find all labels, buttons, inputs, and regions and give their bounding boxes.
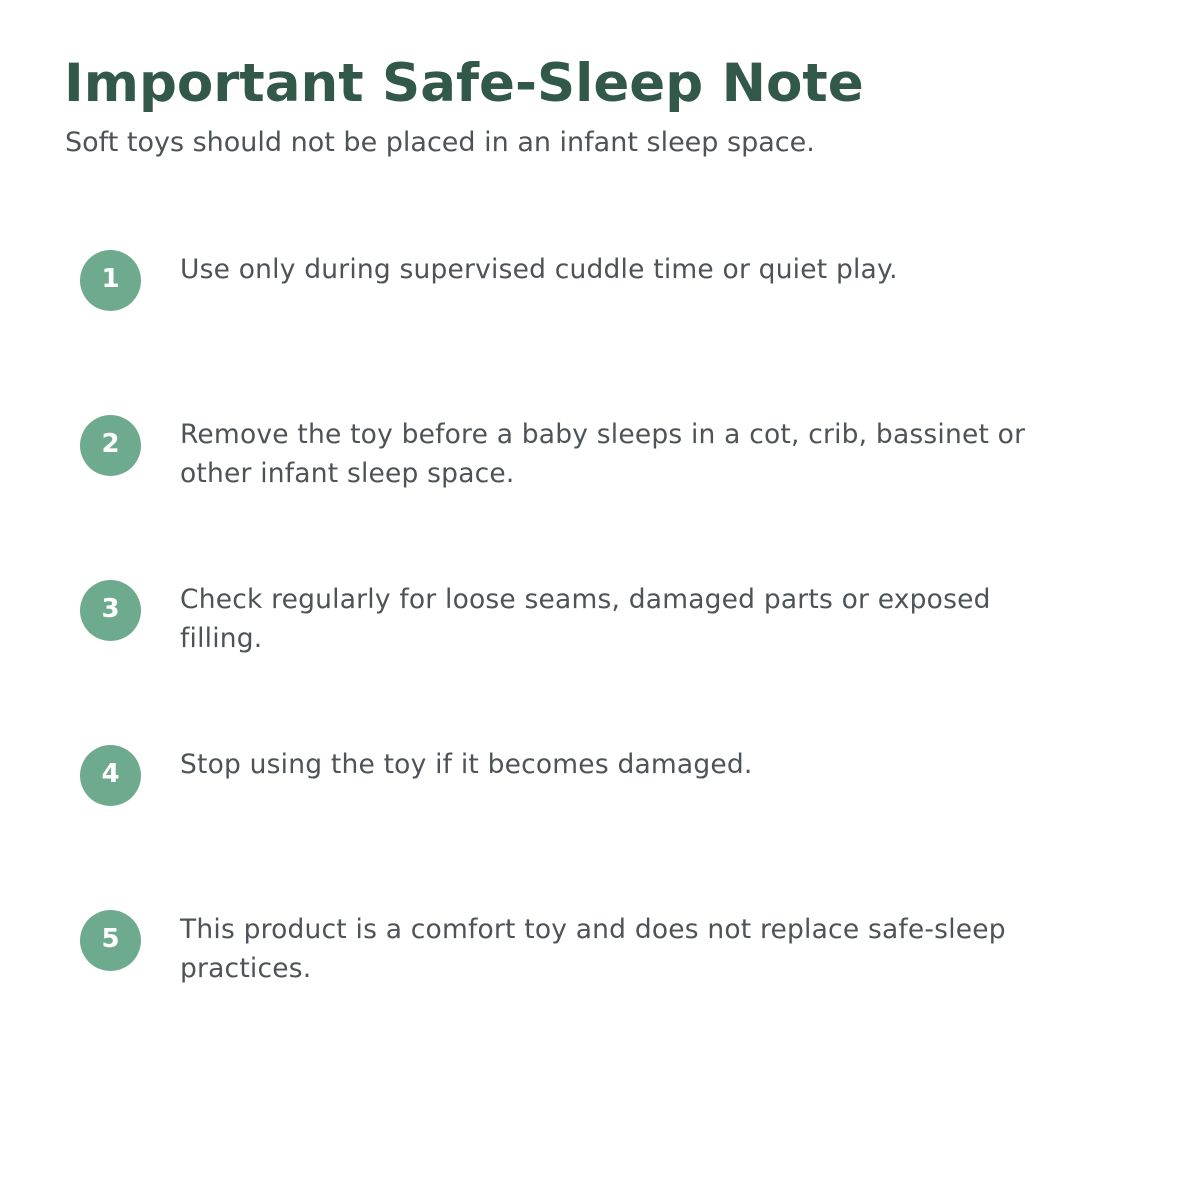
- step-item: [80, 745, 1140, 865]
- step-number-badge: 2: [80, 415, 141, 476]
- page-title: Important Safe-Sleep Note: [64, 53, 864, 114]
- step-item: [80, 910, 1140, 1030]
- step-text: This product is a comfort toy and does not replace safe-sleep practices.: [180, 914, 1006, 984]
- step-item: [80, 415, 1140, 535]
- page-subtitle: Soft toys should not be placed in an infant sleep space.: [65, 127, 815, 158]
- step-number-badge: 1: [80, 250, 141, 311]
- step-text: Remove the toy before a baby sleeps in a cot, crib, bassinet or other infant sleep space.: [180, 419, 1026, 489]
- step-number-badge: 4: [80, 745, 141, 806]
- step-item: [80, 580, 1140, 700]
- step-item: [80, 250, 1140, 370]
- step-number-badge: 3: [80, 580, 141, 641]
- step-number-badge: 5: [80, 910, 141, 971]
- step-text: Check regularly for loose seams, damaged parts or exposed filling.: [180, 584, 991, 654]
- step-text: Use only during supervised cuddle time or quiet play.: [180, 254, 898, 285]
- step-text: Stop using the toy if it becomes damaged.: [180, 749, 753, 780]
